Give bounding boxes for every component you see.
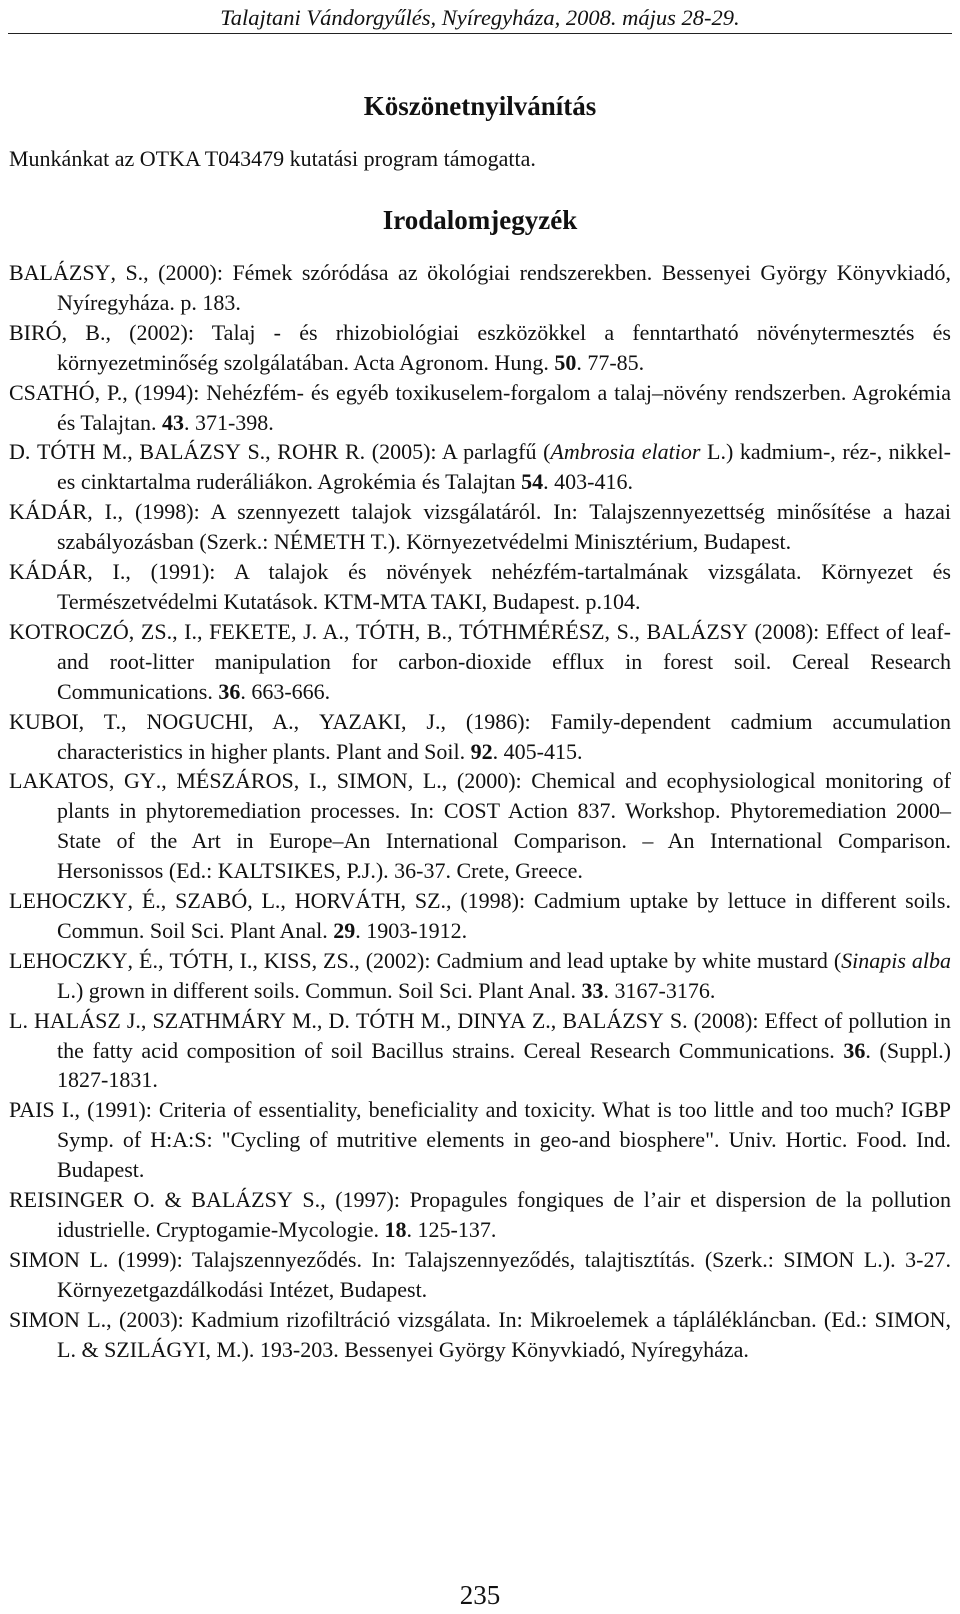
author-name: CSATHÓ bbox=[9, 379, 95, 405]
author-name: SIMON bbox=[9, 1306, 80, 1332]
author-name: YAZAKI bbox=[319, 708, 401, 734]
author-name: KUBOI bbox=[9, 708, 79, 734]
reference-text: , S., bbox=[604, 618, 647, 644]
reference-text: L. (1999): Talajszennyeződés. In: Talajszennyeződés, talajtisztítás. (Szerk.: bbox=[79, 1246, 784, 1272]
reference-text: L.) kadmium-, réz-, nikkel- es cinktartalma ruderáliákon. Agrokémia és Talajtan bbox=[57, 439, 951, 495]
reference-text: M., D. bbox=[285, 1007, 356, 1033]
reference-text: R. (2005): A parlagfű ( bbox=[338, 439, 551, 465]
reference-text: , bbox=[108, 768, 124, 794]
reference-text: T.). Környezetvédelmi Minisztérium, Budapest. bbox=[365, 529, 792, 555]
reference-text: , bbox=[128, 618, 141, 644]
reference-text: 36 bbox=[843, 1037, 866, 1063]
reference-text: . (Suppl.) 1827-1831. bbox=[57, 1037, 951, 1093]
author-name: KOTROCZÓ bbox=[9, 618, 129, 644]
reference-text: , É., bbox=[127, 888, 176, 914]
reference-text: ., (1998): Cadmium uptake by lettuce in different soils. Commun. Soil Sci. Plant Anal. bbox=[57, 888, 951, 943]
reference-text: 54 bbox=[521, 469, 544, 495]
author-name: HORVÁTH bbox=[294, 888, 401, 914]
reference-text: 29 bbox=[333, 917, 356, 943]
reference-text: . 77-85. bbox=[576, 349, 645, 375]
reference-text: , I., (1998): A szennyezett talajok vizsgálatáról. In: Talajszennyezettség minősítése a hazai szabályozásban (Szerk.: bbox=[57, 499, 951, 555]
reference-text: 33 bbox=[581, 977, 604, 1003]
author-name: LAKATOS bbox=[9, 768, 109, 794]
reference-text: , bbox=[400, 888, 415, 914]
author-name: PAIS bbox=[9, 1097, 55, 1123]
reference-text: S. (2008): Effect of pollution in the fatty acid composition of soil Bacillus strains. Cereal Research Communications. bbox=[57, 1007, 951, 1063]
reference-text: J., bbox=[120, 1007, 153, 1033]
reference-text: . 405-415. bbox=[492, 738, 583, 764]
reference-text: , L., bbox=[247, 888, 295, 914]
author-name: ZS bbox=[323, 947, 349, 973]
reference-entry bbox=[9, 1095, 951, 1185]
reference-text: ., bbox=[155, 768, 177, 794]
reference-text: 43 bbox=[161, 409, 184, 435]
reference-text: , B., (2002): Talaj - és rhizobiológiai eszközökkel a fenntartható növénytermesztés és környezetminőség szolgálatában. Acta Agronom. Hung. bbox=[57, 319, 951, 375]
author-name: BALÁZSY bbox=[9, 260, 111, 285]
reference-entry bbox=[9, 497, 951, 557]
reference-text: . 1903-1912. bbox=[355, 917, 468, 943]
reference-text: 92 bbox=[470, 738, 493, 764]
author-name: SZILÁGYI bbox=[104, 1336, 206, 1362]
author-name: TÓTH bbox=[355, 1007, 415, 1033]
author-name: TÓTH bbox=[356, 618, 415, 644]
reference-entry bbox=[9, 1185, 951, 1245]
reference-entry bbox=[9, 1006, 951, 1096]
reference-entry bbox=[9, 1305, 951, 1365]
reference-text: Z., bbox=[525, 1007, 563, 1033]
reference-list bbox=[9, 258, 951, 1365]
author-name: KÁDÁR bbox=[9, 499, 88, 525]
reference-text: , I., bbox=[293, 768, 337, 794]
reference-text: , L. & bbox=[57, 1306, 951, 1362]
reference-text: , A., bbox=[247, 708, 320, 734]
author-name: SIMON bbox=[336, 768, 408, 794]
author-name: SIMON bbox=[874, 1306, 946, 1332]
reference-text: , B., bbox=[414, 618, 460, 644]
reference-text: O. & bbox=[123, 1187, 192, 1213]
reference-text: ., I., bbox=[166, 618, 210, 644]
header-rule bbox=[8, 33, 952, 34]
reference-text: S., bbox=[240, 439, 278, 465]
author-name: BALÁZSY bbox=[646, 618, 748, 644]
reference-text: Ambrosia elatior bbox=[550, 439, 701, 465]
author-name: SZ bbox=[414, 888, 441, 914]
reference-entry bbox=[9, 258, 951, 318]
reference-text: . 403-416. bbox=[543, 469, 633, 495]
author-name: SIMON bbox=[783, 1246, 855, 1272]
author-name: SIMON bbox=[9, 1246, 80, 1272]
reference-entry bbox=[9, 766, 951, 886]
author-name: MÉSZÁROS bbox=[176, 768, 294, 794]
reference-entry bbox=[9, 378, 951, 438]
reference-text: , J. A., bbox=[291, 618, 357, 644]
reference-entry bbox=[9, 946, 951, 1006]
bibliography-heading: Irodalomjegyzék bbox=[382, 205, 578, 235]
reference-text: M., bbox=[95, 439, 140, 465]
reference-text: . 125-137. bbox=[406, 1217, 497, 1242]
reference-text: , M.). 193-203. Bessenyei György Könyvkiadó, Nyíregyháza. bbox=[205, 1336, 749, 1362]
author-name: GY bbox=[123, 768, 156, 794]
reference-text: , P., (1994): Nehézfém- és egyéb toxikuselem-forgalom a talaj–növény rendszerben. Agrokémia és Talajtan. bbox=[57, 379, 951, 435]
reference-text: (2008): Effect of leaf- and root-litter manipulation for carbon-dioxide efflux in forest soil. Cereal Research Communications. bbox=[57, 618, 952, 704]
reference-text: Sinapis alba bbox=[841, 947, 952, 973]
reference-text: L.) grown in different soils. Commun. Soil Sci. Plant Anal. bbox=[57, 977, 582, 1003]
reference-text: I., (1991): Criteria of essentiality, beneficiality and toxicity. What is too little and too much? IGBP Symp. of H:A:S: "Cycling of mutritive elements in geo-and biosphere". Univ. Hortic. Food. Ind. Budapest. bbox=[54, 1097, 951, 1183]
reference-text: , I., bbox=[228, 947, 264, 973]
reference-text: , bbox=[311, 947, 324, 973]
reference-text: , É., bbox=[127, 947, 170, 973]
author-name: REISINGER bbox=[9, 1187, 124, 1213]
reference-entry bbox=[9, 557, 951, 617]
reference-text: , J., (1986): Family-dependent cadmium accumulation characteristics in higher plants. Plant and Soil. bbox=[57, 708, 951, 764]
acknowledgement-text: Munkánkat az OTKA T043479 kutatási program támogatta. bbox=[9, 146, 536, 171]
reference-text: L.). 3-27. Környezetgazdálkodási Intézet, Budapest. bbox=[57, 1246, 951, 1302]
author-name: HALÁSZ bbox=[34, 1007, 121, 1033]
reference-text: 50 bbox=[554, 349, 577, 375]
reference-entry bbox=[9, 1245, 951, 1305]
author-name: KISS bbox=[263, 947, 312, 973]
header-text bbox=[0, 5, 960, 31]
reference-text: L., (2003): Kadmium rizofiltráció vizsgálata. In: Mikroelemek a táplálékláncban. (Ed.: bbox=[79, 1306, 875, 1332]
reference-text: , P.J.). 36-37. Crete, Greece. bbox=[335, 858, 583, 884]
author-name: ROHR bbox=[277, 439, 339, 465]
reference-text: S., (1997): Propagules fongiques de l’air et dispersion de la pollution idustrielle. Cryptogamie-Mycologie. bbox=[57, 1187, 952, 1242]
author-name: TÓTH bbox=[36, 439, 96, 465]
reference-text: D. bbox=[9, 439, 37, 465]
author-name: BIRÓ bbox=[9, 319, 62, 345]
reference-entry bbox=[9, 437, 951, 497]
author-name: LEHOCZKY bbox=[9, 888, 128, 914]
header-place-date: Nyíregyháza, 2008. május 28-29. bbox=[436, 5, 740, 30]
reference-text: M., bbox=[414, 1007, 458, 1033]
author-name: NOGUCHI bbox=[146, 708, 248, 734]
author-name: FEKETE bbox=[209, 618, 291, 644]
reference-entry bbox=[9, 318, 951, 378]
author-name: BALÁZSY bbox=[139, 439, 241, 465]
author-name: BALÁZSY bbox=[562, 1007, 664, 1033]
author-name: TÓTH bbox=[169, 947, 229, 973]
running-header bbox=[0, 0, 960, 32]
reference-text: ., (2002): Cadmium and lead uptake by white mustard ( bbox=[348, 947, 842, 973]
reference-text: 36 bbox=[218, 678, 241, 704]
header-conference: Talajtani Vándorgyűlés, bbox=[220, 5, 437, 30]
reference-text: . 3167-3176. bbox=[603, 977, 716, 1003]
reference-text: , L., (2000): Chemical and ecophysiological monitoring of plants in phytoremediation processes. In: COST Action 837. Workshop. Phytoremediation 2000–State of the Art in Europe–An International Comparison. – An International Comparison. Hersonissos (Ed.: bbox=[57, 768, 952, 884]
author-name: ZS bbox=[140, 618, 167, 644]
reference-text: 18 bbox=[384, 1217, 407, 1242]
author-name: KALTSIKES bbox=[217, 858, 336, 884]
author-name: LEHOCZKY bbox=[9, 947, 128, 973]
page-number: 235 bbox=[459, 1580, 501, 1610]
reference-text: , T., bbox=[78, 708, 147, 734]
reference-entry bbox=[9, 707, 951, 767]
reference-text: , S., (2000): Fémek szóródása az ökológiai rendszerekben. Bessenyei György Könyvkiadó, Nyíregyháza. p. 183. bbox=[57, 260, 951, 315]
reference-text: . 663-666. bbox=[240, 678, 331, 704]
reference-entry bbox=[9, 617, 951, 707]
author-name: SZATHMÁRY bbox=[152, 1007, 286, 1033]
author-name: KÁDÁR bbox=[9, 559, 88, 585]
reference-text: , I., (1991): A talajok és növények nehézfém-tartalmának vizsgálata. Környezet és Természetvédelmi Kutatások. KTM-MTA TAKI, Budapest. p.104. bbox=[57, 559, 951, 614]
author-name: NÉMETH bbox=[273, 529, 366, 555]
author-name: DINYA bbox=[457, 1007, 526, 1033]
reference-text: . 371-398. bbox=[183, 409, 274, 435]
reference-entry bbox=[9, 886, 951, 946]
author-name: TÓTHMÉRÉSZ bbox=[459, 618, 605, 644]
author-name: BALÁZSY bbox=[191, 1187, 293, 1213]
reference-text: L. bbox=[9, 1007, 35, 1033]
author-name: SZABÓ bbox=[175, 888, 248, 914]
acknowledgement-heading: Köszönetnyilvánítás bbox=[363, 91, 597, 121]
